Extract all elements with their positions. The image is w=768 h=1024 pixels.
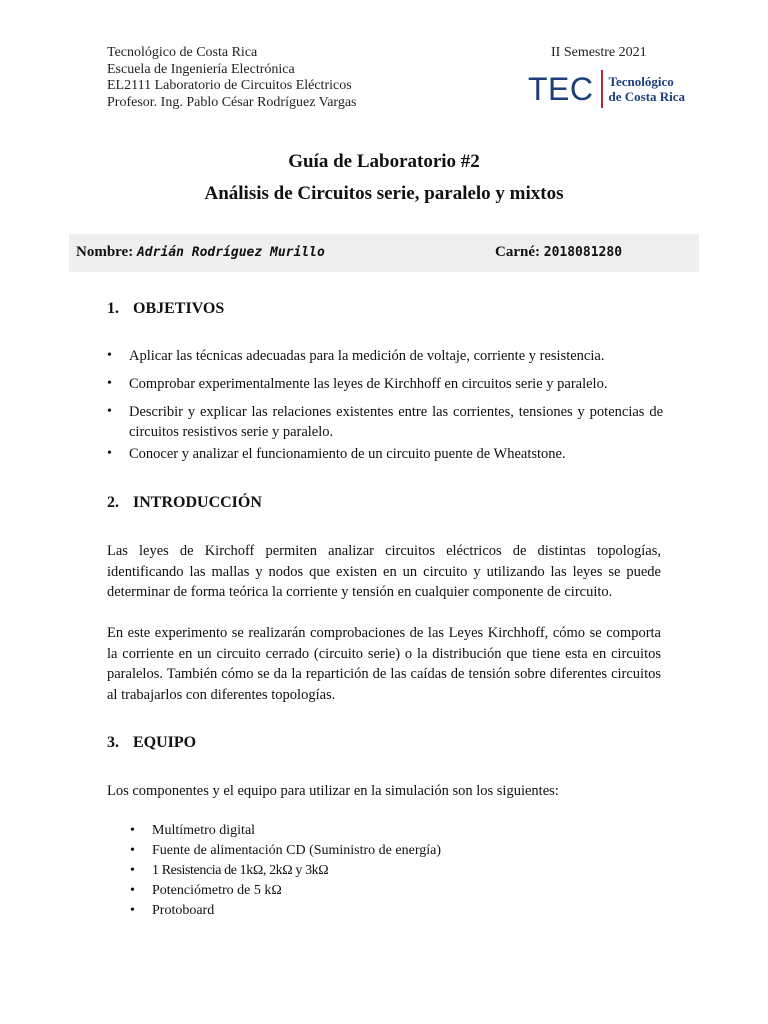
equipment-list (130, 821, 441, 921)
list-item: • Multímetro digital (130, 821, 441, 841)
logo-divider (601, 70, 603, 108)
section-number: 1. (107, 300, 119, 317)
logo-name-line1: Tecnológico (608, 74, 674, 89)
tec-logo (528, 68, 685, 110)
section-heading-objetivos (107, 300, 224, 318)
list-item: • Comprobar experimentalmente las leyes de Kirchhoff en circuitos serie y paralelo. (107, 374, 607, 394)
section-number: 3. (107, 734, 119, 751)
logo-name (609, 74, 686, 104)
logo-name-line2: de Costa Rica (608, 89, 686, 104)
student-name-field (76, 244, 325, 261)
section-number: 2. (107, 494, 119, 511)
list-item: • Protoboard (130, 901, 441, 921)
section-heading-equipo (107, 734, 196, 752)
header-line-school: Escuela de Ingeniería Electrónica (107, 61, 295, 77)
list-item: • Aplicar las técnicas adecuadas para la medición de voltaje, corriente y resistencia. (107, 346, 604, 366)
list-item: • Potenciómetro de 5 kΩ (130, 881, 441, 901)
section-heading-introduccion (107, 494, 262, 512)
document-title: Guía de Laboratorio #2 (288, 151, 480, 172)
list-item: • Fuente de alimentación CD (Suministro de energía) (130, 841, 441, 861)
student-id-field (495, 244, 622, 261)
header-line-professor: Profesor. Ing. Pablo César Rodríguez Vargas (107, 94, 357, 110)
section-title: OBJETIVOS (133, 300, 225, 317)
intro-paragraph: Las leyes de Kirchoff permiten analizar circuitos eléctricos de distintas topologías, identificando las mallas y nodos que existen en un circuito y utilizando las leyes se puede determinar de forma teórica la corriente y tensión en cualquier componente de circuito. (107, 543, 661, 601)
list-item: • 1 Resistencia de 1kΩ, 2kΩ y 3kΩ (130, 861, 441, 881)
header-line-institution: Tecnológico de Costa Rica (107, 45, 258, 60)
semester-label: II Semestre 2021 (551, 45, 647, 60)
section-title: EQUIPO (133, 734, 197, 751)
institution-header (107, 45, 357, 111)
intro-paragraph: En este experimento se realizarán comprobaciones de las Leyes Kirchhoff, cómo se comporta la corriente en un circuito cerrado (circuito serie) o la distribución que tiene esta en circuitos paralelos. También cómo se da la repartición de las caídas de tensión sobre diferentes circuitos al trabajarlos con diferentes topologías. (107, 625, 661, 704)
section-title: INTRODUCCIÓN (133, 494, 262, 511)
student-name-label: Nombre: (76, 244, 134, 260)
header-line-course: EL2111 Laboratorio de Circuitos Eléctricos (107, 78, 352, 93)
student-name-value: Adrián Rodríguez Murillo (136, 245, 325, 260)
document-subtitle: Análisis de Circuitos serie, paralelo y mixtos (204, 183, 564, 204)
logo-abbr: TEC (528, 71, 594, 107)
equipment-intro: Los componentes y el equipo para utilizar en la simulación son los siguientes: (107, 783, 559, 799)
student-id-label: Carné: (495, 244, 540, 260)
list-item: • Describir y explicar las relaciones existentes entre las corrientes, tensiones y potencias de circuitos resistivos serie y paralelo. (107, 402, 663, 442)
list-item: • Conocer y analizar el funcionamiento de un circuito puente de Wheatstone. (107, 444, 566, 464)
student-id-value: 2018081280 (543, 245, 623, 260)
